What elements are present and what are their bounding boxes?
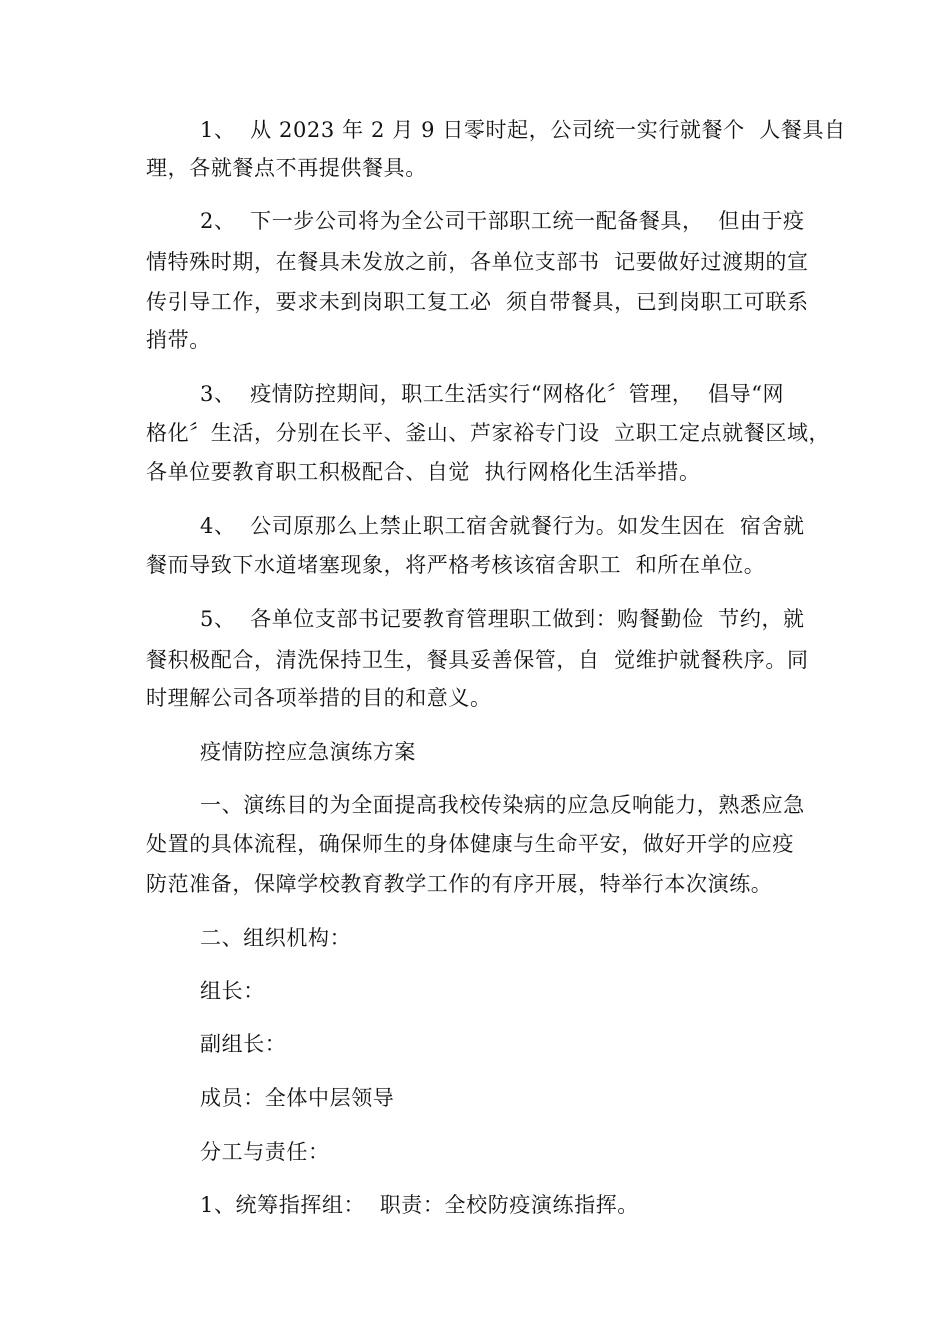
paragraph-1-line-2: 理，各就餐点不再提供餐具。 bbox=[146, 156, 427, 180]
division-heading: 分工与责任： bbox=[200, 1140, 330, 1164]
paragraph-3-line-3: 各单位要教育职工积极配合、自觉 执行网格化生活举措。 bbox=[146, 460, 701, 484]
team-leader-line: 组长： bbox=[200, 979, 265, 1003]
paragraph-5-line-1: 5、 各单位支部书记要教育管理职工做到：购餐勤俭 节约，就 bbox=[200, 607, 805, 631]
paragraph-5-line-2: 餐积极配合，清洗保持卫生，餐具妥善保管，自 觉维护就餐秩序。同 bbox=[146, 648, 809, 672]
purpose-line-2: 处置的具体流程，确保师生的身体健康与生命平安，做好开学的应疫 bbox=[146, 832, 794, 856]
purpose-line-1: 一、演练目的为全面提高我校传染病的应急反响能力，熟悉应急 bbox=[200, 793, 805, 817]
command-group-line: 1、统筹指挥组： 职责：全校防疫演练指挥。 bbox=[200, 1193, 639, 1217]
paragraph-2-line-1: 2、 下一步公司将为全公司干部职工统一配备餐具， 但由于疫 bbox=[200, 209, 805, 233]
purpose-line-3: 防范准备，保障学校教育教学工作的有序开展，特举行本次演练。 bbox=[146, 872, 773, 896]
paragraph-2-line-4: 捎带。 bbox=[146, 328, 211, 352]
paragraph-4-line-2: 餐而导致下水道堵塞现象，将严格考核该宿舍职工 和所在单位。 bbox=[146, 553, 766, 577]
paragraph-2-line-2: 情特殊时期，在餐具未发放之前，各单位支部书 记要做好过渡期的宣 bbox=[146, 250, 809, 274]
paragraph-2-line-3: 传引导工作，要求未到岗职工复工必 须自带餐具，已到岗职工可联系 bbox=[146, 290, 809, 314]
paragraph-3-line-2: 格化〞生活，分别在长平、釜山、芦家裕专门设 立职工定点就餐区域， bbox=[146, 421, 831, 445]
paragraph-4-line-1: 4、 公司原那么上禁止职工宿舍就餐行为。如发生因在 宿舍就 bbox=[200, 514, 805, 538]
section-title: 疫情防控应急演练方案 bbox=[200, 740, 416, 764]
members-line: 成员：全体中层领导 bbox=[200, 1086, 395, 1110]
paragraph-1-line-1: 1、 从 2023 年 2 月 9 日零时起，公司统一实行就餐个 人餐具自 bbox=[200, 118, 846, 142]
paragraph-5-line-3: 时理解公司各项举措的目的和意义。 bbox=[146, 686, 492, 710]
organization-heading: 二、组织机构： bbox=[200, 926, 352, 950]
deputy-leader-line: 副组长： bbox=[200, 1032, 287, 1056]
paragraph-3-line-1: 3、 疫情防控期间，职工生活实行“网格化〞管理， 倡导“网 bbox=[200, 382, 785, 406]
